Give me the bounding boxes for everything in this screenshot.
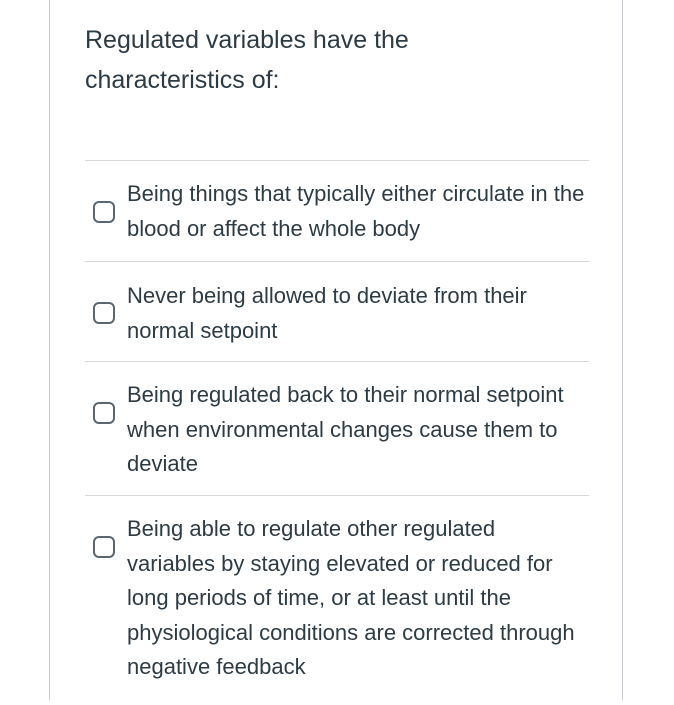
radio-button-icon[interactable]	[93, 536, 115, 558]
answer-option-3[interactable]	[85, 361, 589, 495]
radio-button-icon[interactable]	[93, 302, 115, 324]
question-text: Regulated variables have the characteristics of:	[85, 26, 409, 94]
answer-label[interactable]: Being regulated back to their normal setpoint when environmental changes cause them to deviate	[127, 382, 564, 476]
answer-option-2[interactable]	[85, 261, 589, 361]
answer-option-4[interactable]	[85, 495, 589, 705]
answer-option-1[interactable]	[85, 160, 589, 261]
radio-button-icon[interactable]	[93, 402, 115, 424]
answer-label[interactable]: Never being allowed to deviate from their normal setpoint	[127, 283, 527, 343]
question-panel	[49, 0, 623, 700]
answer-label[interactable]: Being things that typically either circulate in the blood or affect the whole body	[127, 181, 585, 241]
radio-button-icon[interactable]	[93, 201, 115, 223]
answer-label[interactable]: Being able to regulate other regulated variables by staying elevated or reduced for long periods of time, or at least until the physiological conditions are corrected through negative feedback	[127, 516, 575, 679]
answer-list	[85, 160, 589, 705]
